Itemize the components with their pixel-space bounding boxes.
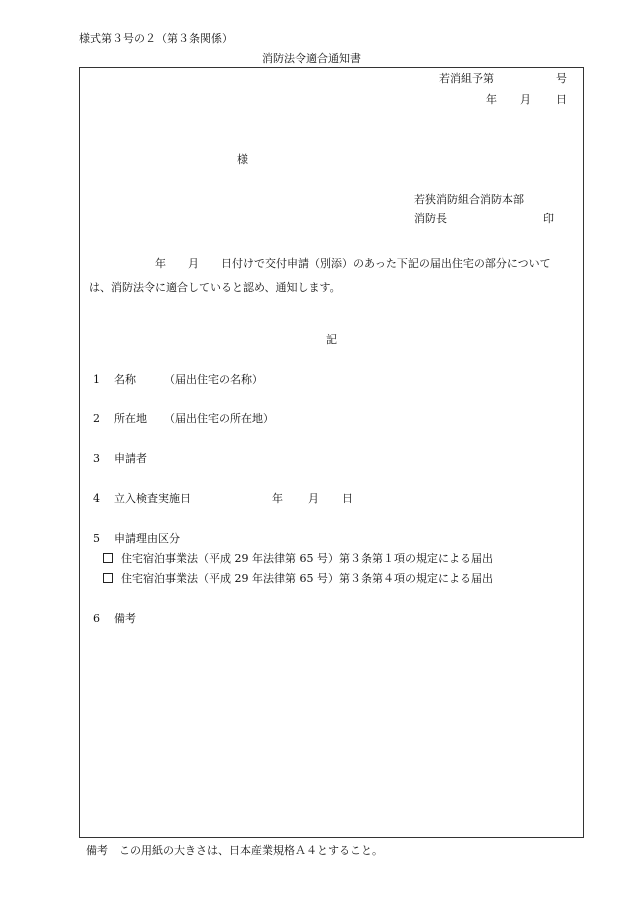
issuer-title: 消防長 [414,212,447,225]
doc-number-prefix: 若消組予第 [439,72,494,85]
ki-heading: 記 [326,333,337,346]
item-4-month: 月 [308,492,319,505]
date-year: 年 [486,93,497,106]
document-title: 消防法令適合通知書 [262,52,361,65]
item-1-label: 名称 [114,373,136,386]
reason-option-2-label: 住宅宿泊事業法（平成 29 年法律第 65 号）第３条第４項の規定による届出 [121,572,493,585]
reason-option-1-label: 住宅宿泊事業法（平成 29 年法律第 65 号）第３条第１項の規定による届出 [121,552,493,565]
body-month: 月 [188,257,199,270]
body-line1: 日付けで交付申請（別添）のあった下記の届出住宅の部分について [221,257,551,270]
item-2-note: （届出住宅の所在地） [164,412,274,425]
reason-option-2 [103,573,493,584]
date-month: 月 [520,93,531,106]
body-paragraph [89,252,579,300]
item-1-number: 1 [93,373,100,386]
item-4-label: 立入検査実施日 [114,492,191,505]
item-4-day: 日 [342,492,353,505]
item-1-note: （届出住宅の名称） [164,373,263,386]
form-number: 様式第３号の２（第３条関係） [79,32,233,45]
item-3-number: 3 [93,452,100,465]
addressee-honorific: 様 [237,153,248,166]
item-6-number: 6 [93,612,100,625]
item-6-label: 備考 [114,612,136,625]
date-day: 日 [556,93,567,106]
item-4-year: 年 [272,492,283,505]
issuer-organization: 若狭消防組合消防本部 [414,193,524,206]
issuer-seal: 印 [543,212,554,225]
reason-option-1 [103,553,493,564]
form-frame [79,67,584,838]
body-line2: は、消防法令に適合していると認め、通知します。 [89,281,341,294]
body-year: 年 [155,257,166,270]
item-2-number: 2 [93,412,100,425]
checkbox-icon[interactable] [103,553,113,563]
item-5-label: 申請理由区分 [114,532,180,545]
footnote: 備考 この用紙の大きさは、日本産業規格Ａ４とすること。 [86,844,383,857]
item-4-number: 4 [93,492,100,505]
checkbox-icon[interactable] [103,573,113,583]
item-3-label: 申請者 [114,452,147,465]
doc-number-suffix: 号 [556,72,567,85]
item-5-number: 5 [93,532,100,545]
item-2-label: 所在地 [114,412,147,425]
